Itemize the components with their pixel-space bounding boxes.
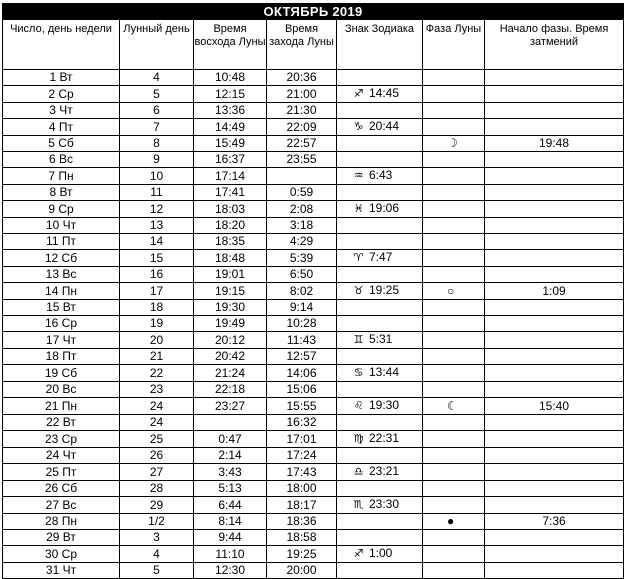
header-phase: Фаза Луны: [423, 20, 485, 70]
moonset-cell: 11:43: [267, 332, 337, 349]
lunar-day-cell: 6: [120, 103, 194, 119]
lunar-day-cell: 10: [120, 168, 194, 185]
zodiac-cell: [337, 398, 423, 415]
table-row: [3, 514, 624, 530]
table-row: [3, 119, 624, 136]
moonrise-cell: 8:14: [194, 514, 267, 530]
moonrise-cell: 10:48: [194, 70, 267, 86]
zodiac-time: 5:31: [369, 332, 393, 346]
lunar-day-cell: 3: [120, 530, 194, 546]
phase-start-cell: [485, 332, 624, 349]
moonrise-cell: 15:49: [194, 136, 267, 152]
zodiac-time: 23:30: [369, 497, 400, 511]
phase-cell: [423, 415, 485, 431]
lunar-day-cell: 20: [120, 332, 194, 349]
moonset-cell: 18:36: [267, 514, 337, 530]
moonset-cell: 20:36: [267, 70, 337, 86]
moonrise-cell: 21:24: [194, 365, 267, 382]
lunar-day-cell: 29: [120, 497, 194, 514]
zodiac-sign-icon: ♐: [353, 548, 364, 560]
date-cell: 18 Пт: [3, 349, 120, 365]
moonrise-cell: 0:47: [194, 431, 267, 448]
zodiac-cell: [337, 86, 423, 103]
zodiac-sign-icon: ♍: [353, 433, 364, 445]
zodiac-sign-icon: ♓: [353, 203, 364, 215]
phase-cell: [423, 86, 485, 103]
lunar-day-cell: 14: [120, 234, 194, 250]
table-row: [3, 185, 624, 201]
zodiac-cell: [337, 316, 423, 332]
moon-phase-icon: ○: [447, 283, 455, 298]
table-row: [3, 332, 624, 349]
moonrise-cell: 18:03: [194, 201, 267, 218]
zodiac-cell: [337, 464, 423, 481]
date-cell: 19 Сб: [3, 365, 120, 382]
zodiac-cell: [337, 152, 423, 168]
moonrise-cell: 19:49: [194, 316, 267, 332]
zodiac-cell: [337, 185, 423, 201]
phase-start-cell: [485, 250, 624, 267]
date-cell: 22 Вт: [3, 415, 120, 431]
date-cell: 15 Вт: [3, 300, 120, 316]
phase-start-cell: 19:48: [485, 136, 624, 152]
table-row: [3, 365, 624, 382]
phase-cell: [423, 431, 485, 448]
phase-start-cell: [485, 152, 624, 168]
phase-cell: [423, 267, 485, 283]
moonrise-cell: [194, 415, 267, 431]
moonrise-cell: 6:44: [194, 497, 267, 514]
moonset-cell: 23:55: [267, 152, 337, 168]
table-row: [3, 168, 624, 185]
moonrise-cell: 9:44: [194, 530, 267, 546]
zodiac-cell: [337, 415, 423, 431]
lunar-day-cell: 4: [120, 70, 194, 86]
zodiac-time: 19:06: [369, 201, 400, 215]
zodiac-cell: [337, 136, 423, 152]
moonrise-cell: 17:41: [194, 185, 267, 201]
date-cell: 10 Чт: [3, 218, 120, 234]
moonset-cell: 8:02: [267, 283, 337, 300]
moonset-cell: 6:50: [267, 267, 337, 283]
moonset-cell: 10:28: [267, 316, 337, 332]
lunar-day-cell: 15: [120, 250, 194, 267]
phase-start-cell: 15:40: [485, 398, 624, 415]
moonrise-cell: 12:15: [194, 86, 267, 103]
phase-start-cell: [485, 464, 624, 481]
phase-cell: [423, 448, 485, 464]
moonset-cell: 18:00: [267, 481, 337, 497]
lunar-day-cell: 17: [120, 283, 194, 300]
moonset-cell: 16:32: [267, 415, 337, 431]
phase-start-cell: [485, 382, 624, 398]
phase-start-cell: [485, 218, 624, 234]
phase-cell: [423, 464, 485, 481]
zodiac-cell: [337, 332, 423, 349]
zodiac-cell: [337, 365, 423, 382]
zodiac-time: 6:43: [369, 168, 393, 182]
phase-cell: [423, 152, 485, 168]
phase-cell: [423, 300, 485, 316]
moonrise-cell: 20:42: [194, 349, 267, 365]
phase-cell: [423, 218, 485, 234]
date-cell: 23 Ср: [3, 431, 120, 448]
lunar-day-cell: 9: [120, 152, 194, 168]
lunar-day-cell: 1/2: [120, 514, 194, 530]
table-row: [3, 136, 624, 152]
date-cell: 9 Ср: [3, 201, 120, 218]
zodiac-cell: [337, 448, 423, 464]
table-row: [3, 398, 624, 415]
zodiac-cell: [337, 250, 423, 267]
phase-cell: [423, 119, 485, 136]
moonrise-cell: 19:15: [194, 283, 267, 300]
moonset-cell: 22:09: [267, 119, 337, 136]
moonset-cell: 18:58: [267, 530, 337, 546]
date-cell: 1 Вт: [3, 70, 120, 86]
phase-cell: [423, 201, 485, 218]
zodiac-cell: [337, 300, 423, 316]
date-cell: 16 Ср: [3, 316, 120, 332]
date-cell: 6 Вс: [3, 152, 120, 168]
zodiac-cell: [337, 563, 423, 579]
header-moonrise: Время восхода Луны: [194, 20, 267, 70]
date-cell: 13 Вс: [3, 267, 120, 283]
zodiac-cell: [337, 382, 423, 398]
zodiac-cell: [337, 70, 423, 86]
lunar-day-cell: 24: [120, 415, 194, 431]
lunar-day-cell: 5: [120, 86, 194, 103]
moonrise-cell: 5:13: [194, 481, 267, 497]
zodiac-time: 23:21: [369, 464, 400, 478]
date-cell: 30 Ср: [3, 546, 120, 563]
zodiac-time: 22:31: [369, 431, 400, 445]
table-row: [3, 563, 624, 579]
phase-cell: [423, 283, 485, 300]
table-row: [3, 218, 624, 234]
phase-cell: [423, 365, 485, 382]
moonrise-cell: 17:14: [194, 168, 267, 185]
date-cell: 17 Чт: [3, 332, 120, 349]
zodiac-time: 7:47: [369, 250, 393, 264]
lunar-day-cell: 13: [120, 218, 194, 234]
moonrise-cell: 13:36: [194, 103, 267, 119]
moonset-cell: 15:06: [267, 382, 337, 398]
phase-start-cell: [485, 431, 624, 448]
lunar-day-cell: 5: [120, 563, 194, 579]
phase-cell: [423, 497, 485, 514]
moonrise-cell: 3:43: [194, 464, 267, 481]
moonrise-cell: 18:48: [194, 250, 267, 267]
moonset-cell: 21:00: [267, 86, 337, 103]
phase-start-cell: [485, 497, 624, 514]
moonrise-cell: 18:20: [194, 218, 267, 234]
lunar-day-cell: 25: [120, 431, 194, 448]
moonrise-cell: 20:12: [194, 332, 267, 349]
phase-start-cell: [485, 349, 624, 365]
date-cell: 24 Чт: [3, 448, 120, 464]
moon-phase-icon: ☾: [447, 398, 458, 413]
date-cell: 8 Вт: [3, 185, 120, 201]
phase-start-cell: [485, 168, 624, 185]
zodiac-time: 19:30: [369, 398, 400, 412]
moon-phase-icon: ☽: [447, 136, 458, 150]
table-row: [3, 481, 624, 497]
lunar-day-cell: 24: [120, 398, 194, 415]
phase-cell: [423, 332, 485, 349]
lunar-day-cell: 7: [120, 119, 194, 136]
table-row: [3, 415, 624, 431]
zodiac-cell: [337, 481, 423, 497]
moonrise-cell: 12:30: [194, 563, 267, 579]
moonrise-cell: 14:49: [194, 119, 267, 136]
zodiac-cell: [337, 168, 423, 185]
moonset-cell: 17:43: [267, 464, 337, 481]
zodiac-sign-icon: ♏: [353, 499, 364, 511]
lunar-day-cell: 4: [120, 546, 194, 563]
moonrise-cell: 18:35: [194, 234, 267, 250]
moonset-cell: [267, 168, 337, 185]
moonset-cell: 4:29: [267, 234, 337, 250]
zodiac-time: 14:45: [369, 86, 400, 100]
moonrise-cell: 19:01: [194, 267, 267, 283]
phase-cell: [423, 234, 485, 250]
phase-start-cell: [485, 530, 624, 546]
moonset-cell: 9:14: [267, 300, 337, 316]
zodiac-sign-icon: ♋: [353, 367, 364, 379]
zodiac-cell: [337, 234, 423, 250]
date-cell: 3 Чт: [3, 103, 120, 119]
phase-start-cell: [485, 300, 624, 316]
header-row: [3, 20, 624, 70]
phase-start-cell: [485, 448, 624, 464]
moonset-cell: 3:18: [267, 218, 337, 234]
moonset-cell: 18:17: [267, 497, 337, 514]
phase-cell: [423, 316, 485, 332]
zodiac-cell: [337, 267, 423, 283]
zodiac-cell: [337, 218, 423, 234]
date-cell: 7 Пн: [3, 168, 120, 185]
phase-start-cell: 7:36: [485, 514, 624, 530]
zodiac-time: 19:25: [369, 283, 400, 297]
lunar-day-cell: 21: [120, 349, 194, 365]
phase-start-cell: [485, 415, 624, 431]
phase-cell: [423, 136, 485, 152]
phase-cell: [423, 481, 485, 497]
zodiac-time: 20:44: [369, 119, 400, 133]
zodiac-sign-icon: ♎: [353, 466, 364, 478]
table-row: [3, 349, 624, 365]
header-zodiac: Знак Зодиака: [337, 20, 423, 70]
zodiac-time: 13:44: [369, 365, 400, 379]
moonrise-cell: 19:30: [194, 300, 267, 316]
phase-cell: [423, 563, 485, 579]
moonset-cell: 17:24: [267, 448, 337, 464]
phase-start-cell: [485, 185, 624, 201]
zodiac-cell: [337, 283, 423, 300]
moon-phase-icon: ●: [447, 514, 455, 528]
lunar-day-cell: 8: [120, 136, 194, 152]
table-row: [3, 464, 624, 481]
header-phase-start: Начало фазы. Время затмений: [485, 20, 624, 70]
header-lunar-day: Лунный день: [120, 20, 194, 70]
moonrise-cell: 23:27: [194, 398, 267, 415]
moonset-cell: 20:00: [267, 563, 337, 579]
header-moonset: Время захода Луны: [267, 20, 337, 70]
moonset-cell: 22:57: [267, 136, 337, 152]
moonset-cell: 5:39: [267, 250, 337, 267]
date-cell: 12 Сб: [3, 250, 120, 267]
phase-start-cell: [485, 119, 624, 136]
phase-start-cell: [485, 201, 624, 218]
table-title: ОКТЯБРЬ 2019: [3, 4, 624, 20]
phase-cell: [423, 103, 485, 119]
date-cell: 21 Пн: [3, 398, 120, 415]
phase-cell: [423, 398, 485, 415]
phase-start-cell: [485, 546, 624, 563]
table-row: [3, 316, 624, 332]
moonset-cell: 21:30: [267, 103, 337, 119]
zodiac-sign-icon: ♐: [353, 88, 364, 100]
moonrise-cell: 11:10: [194, 546, 267, 563]
table-row: [3, 234, 624, 250]
phase-start-cell: [485, 316, 624, 332]
table-row: [3, 86, 624, 103]
zodiac-cell: [337, 431, 423, 448]
zodiac-cell: [337, 546, 423, 563]
phase-cell: [423, 514, 485, 530]
date-cell: 2 Ср: [3, 86, 120, 103]
zodiac-cell: [337, 119, 423, 136]
table-row: [3, 448, 624, 464]
moonset-cell: 17:01: [267, 431, 337, 448]
table-row: [3, 546, 624, 563]
phase-cell: [423, 530, 485, 546]
phase-cell: [423, 168, 485, 185]
phase-start-cell: [485, 481, 624, 497]
date-cell: 29 Вт: [3, 530, 120, 546]
date-cell: 4 Пт: [3, 119, 120, 136]
header-date: Число, день недели: [3, 20, 120, 70]
zodiac-cell: [337, 103, 423, 119]
phase-start-cell: [485, 86, 624, 103]
date-cell: 5 Сб: [3, 136, 120, 152]
phase-cell: [423, 349, 485, 365]
phase-cell: [423, 250, 485, 267]
table-row: [3, 152, 624, 168]
zodiac-cell: [337, 201, 423, 218]
zodiac-sign-icon: ♉: [353, 285, 364, 297]
moonrise-cell: 2:14: [194, 448, 267, 464]
lunar-day-cell: 12: [120, 201, 194, 218]
zodiac-sign-icon: ♈: [353, 252, 364, 264]
table-row: [3, 300, 624, 316]
phase-start-cell: [485, 563, 624, 579]
lunar-day-cell: 16: [120, 267, 194, 283]
moonset-cell: 15:55: [267, 398, 337, 415]
date-cell: 20 Вс: [3, 382, 120, 398]
date-cell: 27 Вс: [3, 497, 120, 514]
zodiac-cell: [337, 497, 423, 514]
table-row: [3, 431, 624, 448]
lunar-day-cell: 18: [120, 300, 194, 316]
zodiac-cell: [337, 349, 423, 365]
table-row: [3, 530, 624, 546]
phase-start-cell: [485, 234, 624, 250]
lunar-day-cell: 27: [120, 464, 194, 481]
table-row: [3, 283, 624, 300]
date-cell: 31 Чт: [3, 563, 120, 579]
phase-cell: [423, 382, 485, 398]
phase-cell: [423, 185, 485, 201]
table-row: [3, 382, 624, 398]
table-row: [3, 103, 624, 119]
zodiac-time: 1:00: [369, 546, 393, 560]
moonrise-cell: 22:18: [194, 382, 267, 398]
date-cell: 25 Пт: [3, 464, 120, 481]
moonset-cell: 2:08: [267, 201, 337, 218]
date-cell: 26 Сб: [3, 481, 120, 497]
moonset-cell: 19:25: [267, 546, 337, 563]
lunar-day-cell: 11: [120, 185, 194, 201]
moonset-cell: 14:06: [267, 365, 337, 382]
table-row: [3, 250, 624, 267]
zodiac-cell: [337, 514, 423, 530]
table-row: [3, 267, 624, 283]
lunar-day-cell: 23: [120, 382, 194, 398]
lunar-day-cell: 26: [120, 448, 194, 464]
table-row: [3, 497, 624, 514]
table-row: [3, 70, 624, 86]
date-cell: 28 Пн: [3, 514, 120, 530]
moonrise-cell: 16:37: [194, 152, 267, 168]
lunar-calendar-table: [2, 3, 624, 579]
phase-cell: [423, 70, 485, 86]
zodiac-sign-icon: ♊: [353, 334, 364, 346]
phase-cell: [423, 546, 485, 563]
lunar-day-cell: 19: [120, 316, 194, 332]
phase-start-cell: [485, 365, 624, 382]
zodiac-sign-icon: ♑: [353, 121, 364, 133]
moonset-cell: 12:57: [267, 349, 337, 365]
zodiac-cell: [337, 530, 423, 546]
lunar-day-cell: 28: [120, 481, 194, 497]
table-row: [3, 201, 624, 218]
zodiac-sign-icon: ♒: [353, 170, 364, 182]
zodiac-sign-icon: ♌: [353, 400, 364, 412]
date-cell: 14 Пн: [3, 283, 120, 300]
lunar-day-cell: 22: [120, 365, 194, 382]
moonset-cell: 0:59: [267, 185, 337, 201]
phase-start-cell: [485, 267, 624, 283]
phase-start-cell: [485, 70, 624, 86]
phase-start-cell: [485, 103, 624, 119]
phase-start-cell: 1:09: [485, 283, 624, 300]
date-cell: 11 Пт: [3, 234, 120, 250]
